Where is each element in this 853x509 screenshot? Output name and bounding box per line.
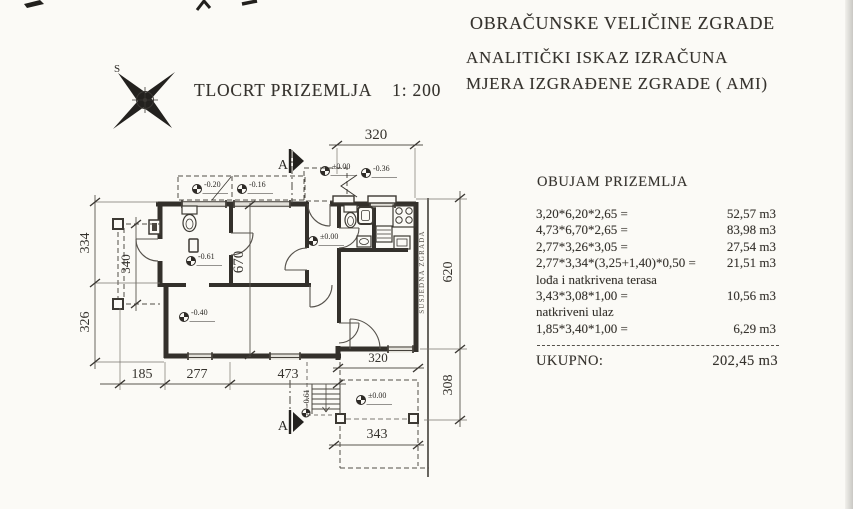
dimension-ticks <box>90 141 465 449</box>
dim-right-upper: 620 <box>441 261 456 283</box>
calc-value: 27,54 m3 <box>726 238 776 254</box>
window <box>188 352 212 360</box>
total-label: UKUPNO: <box>536 353 604 369</box>
elevation-value: -0.36 <box>373 164 390 173</box>
window <box>234 200 290 208</box>
bathroom-sink <box>357 236 371 247</box>
calc-formula: 2,77*3,26*3,05 = <box>536 238 628 254</box>
dim-top: 320 <box>364 127 388 143</box>
elevation-marker <box>362 164 398 178</box>
calc-value: 21,51 m3 <box>726 255 776 271</box>
dimension-lines <box>95 145 460 445</box>
north-label: S <box>113 63 121 75</box>
calc-value: 52,57 m3 <box>726 206 776 221</box>
bidet <box>189 239 198 252</box>
elevation-marker <box>357 391 393 405</box>
stairs <box>312 384 340 414</box>
terrace-post <box>409 414 418 423</box>
calc-formula: 4,73*6,70*2,65 = <box>536 222 628 238</box>
calc-formula: 3,43*3,08*1,00 = <box>536 288 628 304</box>
stove <box>393 205 415 227</box>
section-label: A <box>277 419 288 434</box>
elevation-value: ±0.00 <box>320 232 339 241</box>
elevation-marker <box>321 162 357 176</box>
calc-formula: natkriveni ulaz <box>536 304 614 320</box>
elevation-marker <box>187 252 223 266</box>
neighbor-building-label: SUSJEDNA ZGRADA <box>418 230 426 314</box>
dim-right-lower: 308 <box>441 374 456 396</box>
dim-terrace-width: 320 <box>368 350 388 365</box>
elevation-marker <box>302 389 311 417</box>
elevation-value: -0.61 <box>198 252 215 261</box>
doc-heading-line2: ANALITIČKI ISKAZ IZRAČUNA <box>466 48 729 67</box>
elevation-marker <box>180 308 216 322</box>
scan-artifacts <box>24 0 257 10</box>
calc-formula: 1,85*3,40*1,00 = <box>536 320 628 336</box>
porch-post <box>113 219 123 229</box>
dim-porch: 340 <box>118 254 133 274</box>
scan-edge-shadow <box>845 0 853 509</box>
elevation-value: ±0.00 <box>368 391 387 400</box>
section-markers <box>278 149 304 434</box>
entry-pier <box>333 196 354 203</box>
elevation-value: ±0.00 <box>332 162 351 171</box>
drawing-scale: 1: 200 <box>392 80 442 100</box>
toilet <box>344 205 357 228</box>
entry-pier <box>368 196 396 203</box>
kitchen-sink <box>394 236 410 249</box>
shower <box>358 207 373 224</box>
total-value: 202,45 m3 <box>712 353 778 369</box>
calc-value: 10,56 m3 <box>726 288 776 304</box>
calc-value: 6,29 m3 <box>733 320 776 336</box>
calc-heading: OBUJAM PRIZEMLJA <box>537 174 688 190</box>
doc-heading-line3: MJERA IZGRAĐENE ZGRADE ( AMI) <box>466 74 768 93</box>
dim-left-upper: 334 <box>78 232 93 254</box>
dim-left-lower: 326 <box>78 311 93 333</box>
dim-bottom-porch: 185 <box>131 367 153 382</box>
elevation-value: -0.16 <box>249 180 266 189</box>
dim-bottom-left-room: 277 <box>186 367 208 382</box>
calc-value: 83,98 m3 <box>726 222 776 238</box>
section-label: A <box>277 158 288 173</box>
calc-formula: 2,77*3,34*(3,25+1,40)*0,50 = <box>536 255 696 271</box>
north-arrow-icon <box>113 63 175 129</box>
dim-bottom-main: 473 <box>277 367 299 382</box>
elevation-marker <box>309 232 345 246</box>
windows <box>182 200 413 360</box>
elevation-value: -0.20 <box>204 180 221 189</box>
dim-room-depth: 670 <box>231 250 247 274</box>
elevation-marker <box>238 180 274 194</box>
kitchen-appliance <box>376 226 392 242</box>
toilet <box>182 206 197 232</box>
window <box>270 352 300 360</box>
dim-terrace-outer: 343 <box>366 427 388 442</box>
doors <box>136 204 380 349</box>
doc-heading-line1: OBRAČUNSKE VELIČINE ZGRADE <box>470 13 775 33</box>
terrace-post <box>336 414 345 423</box>
drawing-title-text: TLOCRT PRIZEMLJA <box>194 80 373 100</box>
elevation-value: -0.61 <box>302 389 311 406</box>
elevation-value: -0.40 <box>191 308 208 317</box>
boiler <box>149 220 160 234</box>
calc-formula: lođa i natkrivena terasa <box>536 271 657 287</box>
terrace-glass-door <box>388 345 413 353</box>
calc-formula: 3,20*6,20*2,65 = <box>536 206 628 221</box>
porch-post <box>113 299 123 309</box>
